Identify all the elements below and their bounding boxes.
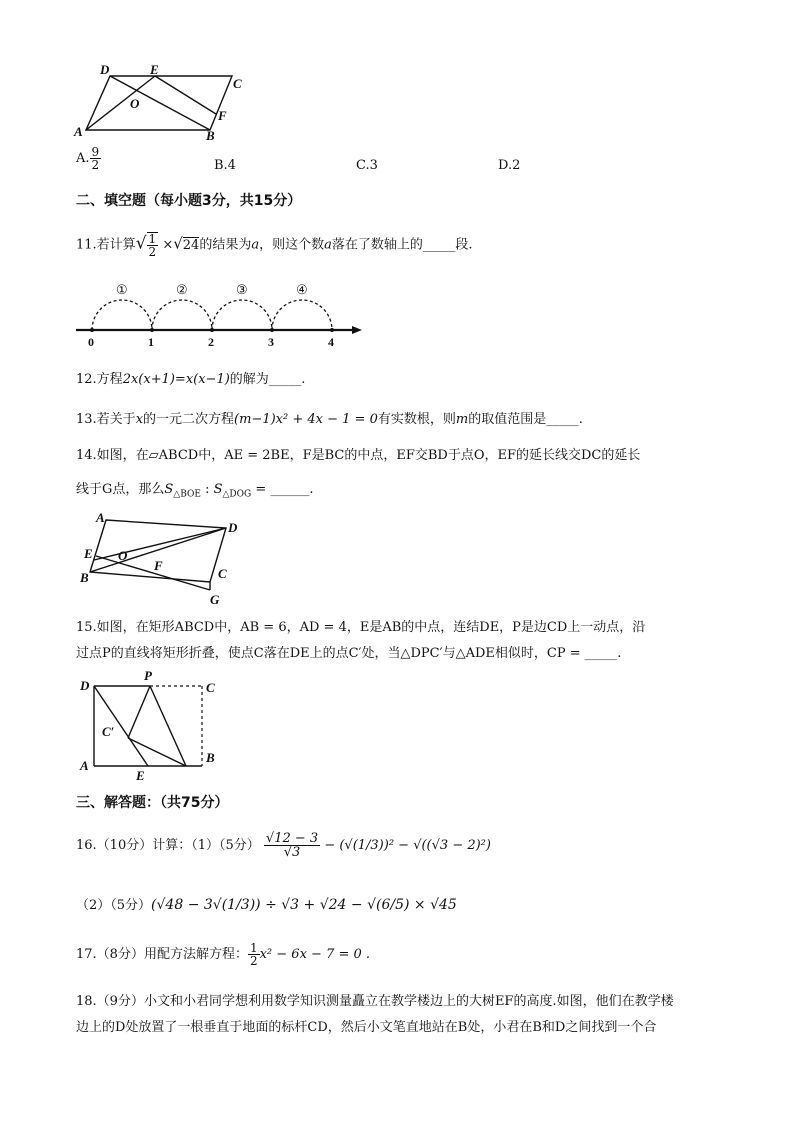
tick-label-0: 0 [88,335,94,349]
fig15-label-cprime: C′ [102,724,115,739]
q16-part1: 16.（10分）计算：（1）（5分） $\frac{√12 - 3}{√3}$ − (√(1/3))² − √((√3 − 2)²) [76,831,491,860]
fig15-label-c: C [206,680,215,695]
q10-option-c: C.3 [356,158,378,173]
tick-label-2: 2 [208,335,214,349]
q10-option-b: B.4 [214,158,236,173]
q18-line1: 18.（9分）小文和小君同学想利用数学知识测量矗立在教学楼边上的大树EF的高度.如图，他们在教学楼 [76,994,674,1009]
fig15-label-a: A [80,758,89,773]
fig14-label-e: E [84,546,93,561]
q14-figure [76,508,256,608]
q11: 11.若计算√ $\frac{1}{2}$ ×√24的结果为a，则这个数a落在了数轴上的_____段. [76,232,473,259]
q15-line1: 15.如图，在矩形ABCD中，AB = 6，AD = 4，E是AB的中点，连结DE，P是边CD上一动点，沿 [76,620,646,635]
q14-line1: 14.如图，在▱ABCD中，AE = 2BE，F是BC的中点，EF交BD于点O，EF的延长线交DC的延长 [76,448,641,463]
q12: 12.方程2x(x+1)=x(x−1)的解为_____. [76,372,306,387]
fig14-label-c: C [218,566,227,581]
fig14-label-b: B [80,570,89,585]
number-line-figure [76,278,366,350]
fig15-label-p: P [144,668,152,683]
fig14-label-o: O [118,548,128,563]
tick-label-1: 1 [148,335,154,349]
segment-label-3: ③ [236,282,248,297]
q14-line2: 线于G点，那么$S_{\triangle BOE}$ : $S_{\triangle DOG}$ = ______. [76,482,314,500]
tick-label-3: 3 [268,335,274,349]
fig14-label-g: G [210,592,220,607]
q17: 17.（8分）用配方法解方程： $\frac{1}{2}$ x² − 6x − 7 = 0 . [76,941,371,968]
section3-title: 三、解答题：（共75分） [76,795,229,811]
q13: 13.若关于x的一元二次方程(m−1)x² + 4x − 1 = 0有实数根，则m的取值范围是_____. [76,412,583,427]
segment-label-4: ④ [296,282,308,297]
fig14-label-d: D [228,520,238,535]
fig10-label-e: E [150,62,159,77]
tick-label-4: 4 [328,335,334,349]
q15-figure [76,666,226,782]
q10-option-d: D.2 [498,158,521,173]
q18-line2: 边上的D处放置了一根垂直于地面的标杆CD，然后小文笔直地站在B处，小君在B和D之间找到一个合 [76,1020,657,1035]
fig10-label-c: C [233,76,242,91]
segment-label-1: ① [116,282,128,297]
fig10-label-f: F [218,108,227,123]
fig15-label-d: D [80,678,90,693]
fig10-label-o: O [130,96,140,111]
q16-part2: （2）（5分）(√48 − 3√(1/3)) ÷ √3 + √24 − √(6/5) × √45 [76,897,457,913]
fig10-label-b: B [206,128,215,142]
section2-title: 二、填空题（每小题3分，共15分） [76,193,302,209]
fig15-label-e: E [136,768,145,782]
segment-label-2: ② [176,282,188,297]
fig10-label-d: D [100,62,110,77]
q10-option-a: A. $\frac{9}{2}$ [76,145,100,172]
q10-figure [70,62,250,142]
q15-line2: 过点P的直线将矩形折叠，使点C落在DE上的点C′处，当△DPC′与△ADE相似时，CP = _____. [76,646,622,661]
fig10-label-a: A [74,124,83,139]
fig14-label-a: A [96,510,105,525]
fig15-label-b: B [206,750,215,765]
fig14-label-f: F [154,558,163,573]
